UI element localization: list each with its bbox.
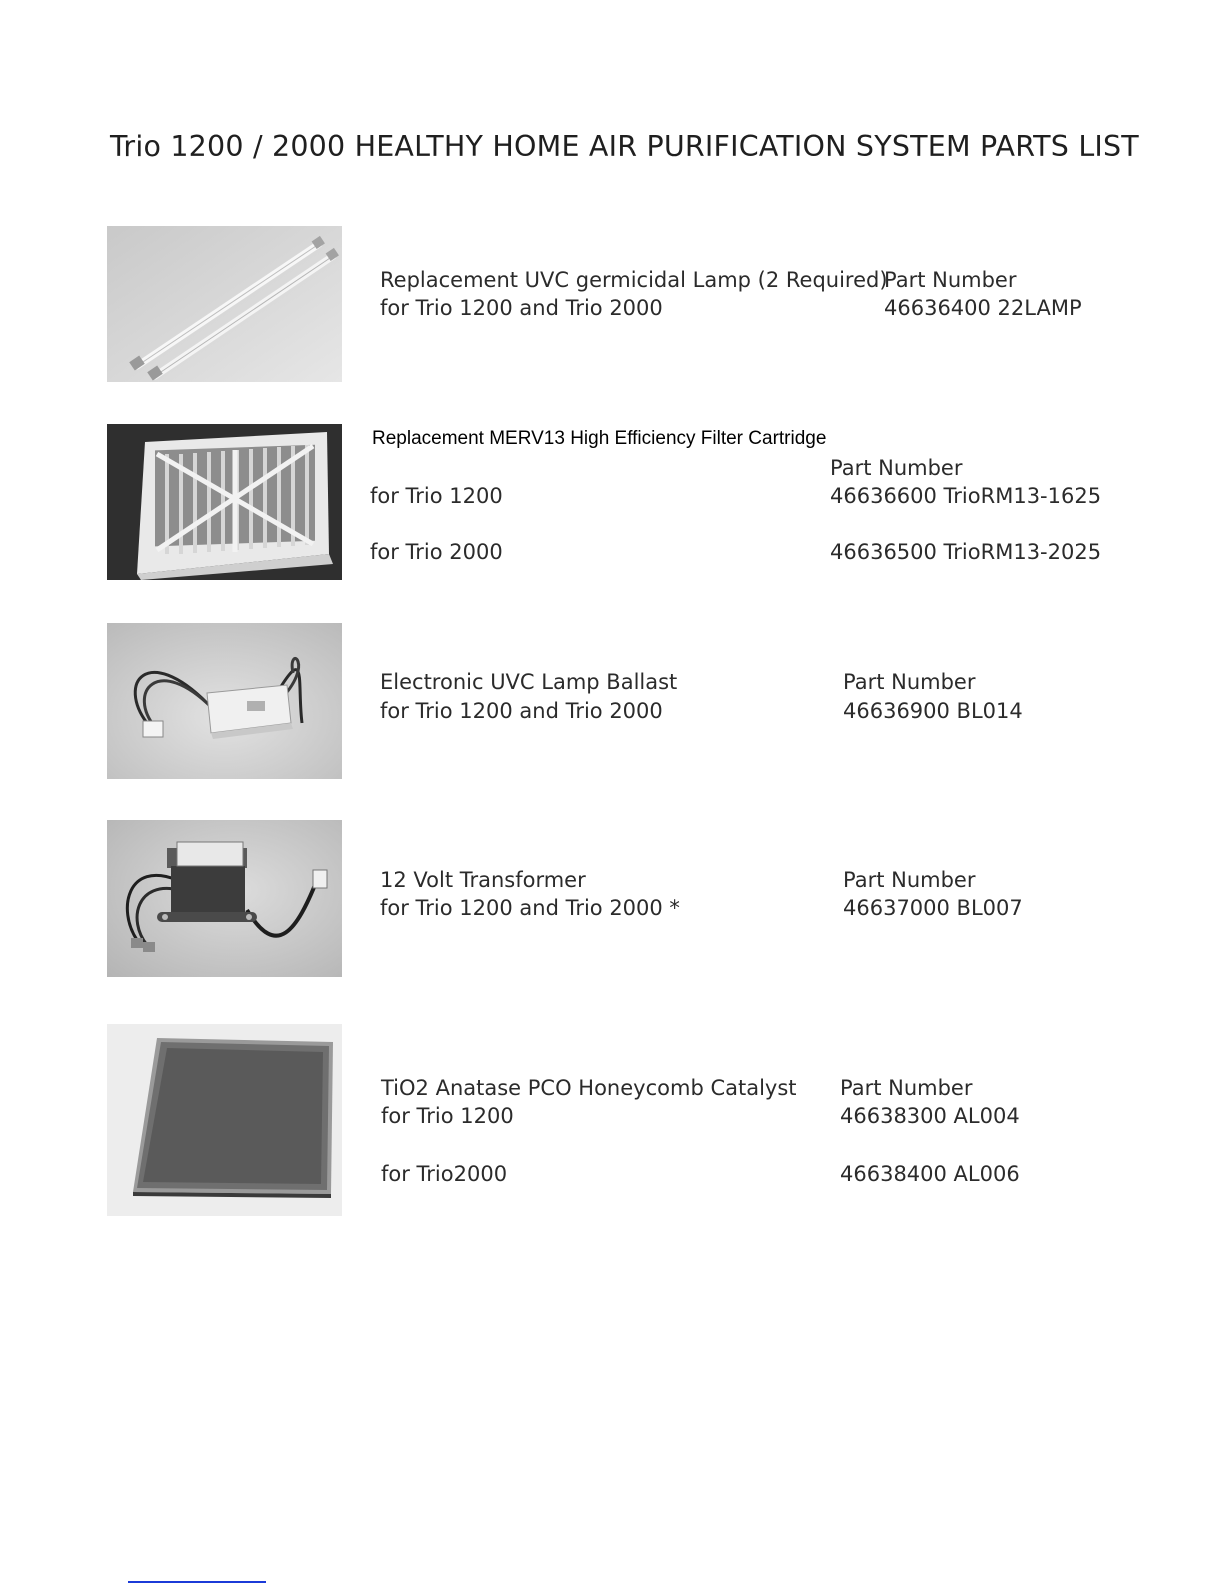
item-3-part-number: 46636900 BL014 bbox=[843, 699, 1023, 723]
item-1-part-number: 46636400 22LAMP bbox=[884, 296, 1082, 320]
item-3-desc-line-1: Electronic UVC Lamp Ballast bbox=[380, 670, 678, 694]
item-5-part-number-label: Part Number bbox=[840, 1076, 973, 1100]
item-4-desc-line-2: for Trio 1200 and Trio 2000 * bbox=[380, 896, 680, 920]
item-4-part-number: 46637000 BL007 bbox=[843, 896, 1023, 920]
item-2-variant-1-part-number: 46636600 TrioRM13-1625 bbox=[830, 484, 1102, 508]
item-1-desc-line-2: for Trio 1200 and Trio 2000 bbox=[380, 296, 663, 320]
uvc-lamp-photo bbox=[107, 226, 342, 382]
item-2-variant-1-label: for Trio 1200 bbox=[370, 484, 503, 508]
item-2-heading: Replacement MERV13 High Efficiency Filter Cartridge bbox=[372, 428, 827, 449]
item-3-desc-line-2: for Trio 1200 and Trio 2000 bbox=[380, 699, 663, 723]
item-3-part-number-label: Part Number bbox=[843, 670, 976, 694]
filter-cartridge-photo bbox=[107, 424, 342, 580]
item-5-part-number-2: 46638400 AL006 bbox=[840, 1162, 1020, 1186]
transformer-photo bbox=[107, 820, 342, 977]
item-4-part-number-label: Part Number bbox=[843, 868, 976, 892]
honeycomb-catalyst-photo bbox=[107, 1024, 342, 1216]
item-1-part-number-label: Part Number bbox=[884, 268, 1017, 292]
page-title: Trio 1200 / 2000 HEALTHY HOME AIR PURIFICATION SYSTEM PARTS LIST bbox=[110, 130, 1139, 163]
item-4-desc-line-1: 12 Volt Transformer bbox=[380, 868, 586, 892]
item-1-desc-line-1: Replacement UVC germicidal Lamp (2 Required) bbox=[380, 268, 888, 292]
item-5-desc-line-2: for Trio 1200 bbox=[381, 1104, 514, 1128]
item-2-part-number-label: Part Number bbox=[830, 456, 963, 480]
item-5-part-number-1: 46638300 AL004 bbox=[840, 1104, 1020, 1128]
item-5-desc-line-1: TiO2 Anatase PCO Honeycomb Catalyst bbox=[381, 1076, 797, 1100]
item-2-variant-2-label: for Trio 2000 bbox=[370, 540, 503, 564]
item-2-variant-2-part-number: 46636500 TrioRM13-2025 bbox=[830, 540, 1102, 564]
lamp-ballast-photo bbox=[107, 623, 342, 779]
item-5-desc-line-3: for Trio2000 bbox=[381, 1162, 508, 1186]
footer-link-underline[interactable] bbox=[128, 1581, 266, 1583]
